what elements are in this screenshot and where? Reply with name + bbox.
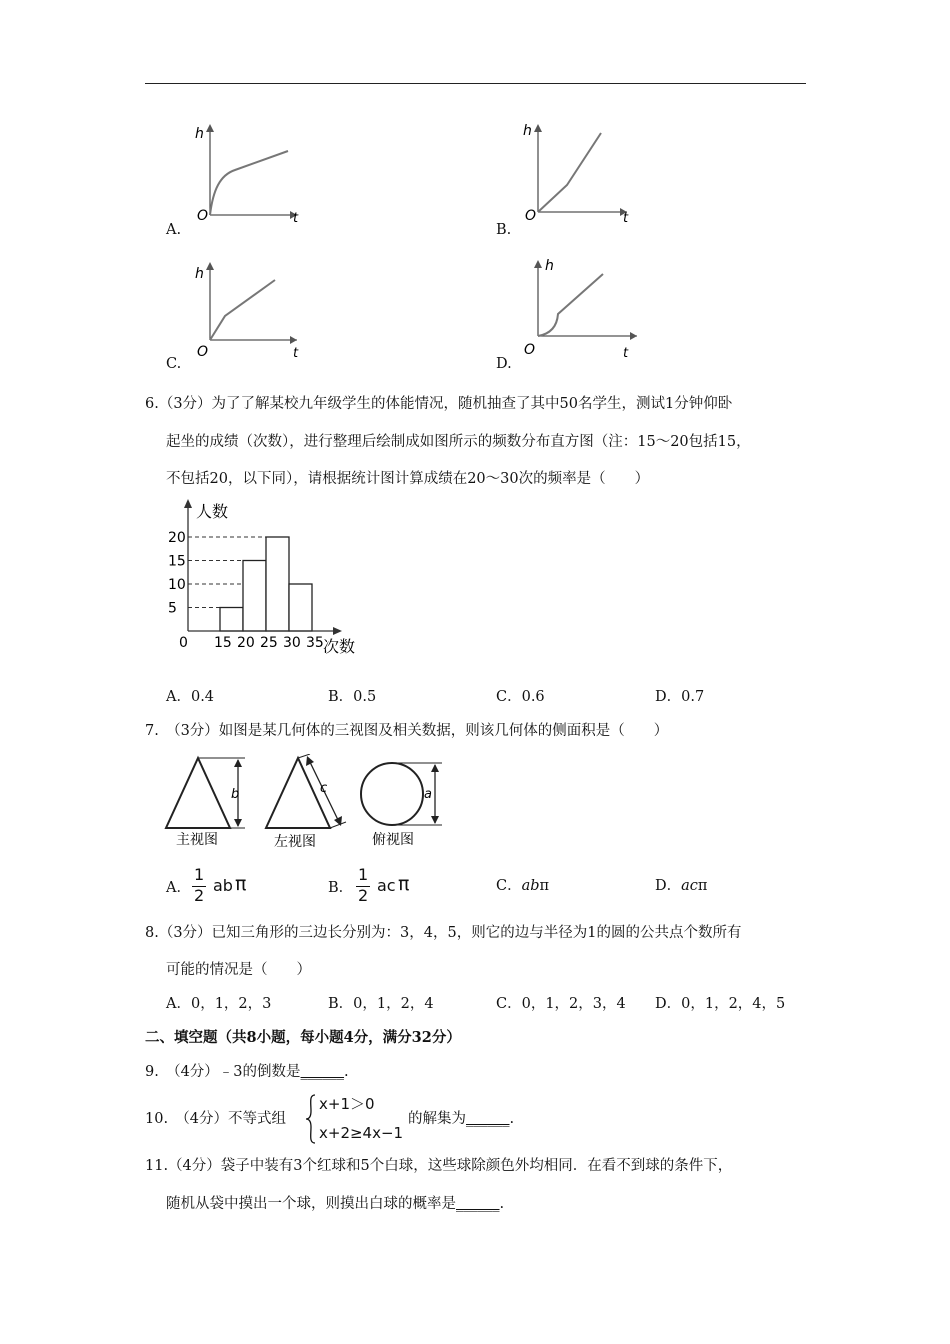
top-view: [361, 763, 442, 848]
y-tick-15: 15: [168, 553, 186, 570]
q6-option-a: A．0.4: [166, 689, 215, 705]
q8-option-c: C．0，1，2，3，4: [496, 996, 626, 1012]
histogram-chart: [160, 495, 370, 665]
q7-option-c: C．abπ: [496, 878, 550, 894]
q10-ineq2: x+2≥4x−1: [319, 1124, 404, 1142]
graph-c-xlabel: t: [293, 346, 299, 361]
graph-b-origin: O: [525, 208, 537, 224]
graph-c-option: C.: [166, 356, 182, 372]
top-view-caption: 俯视图: [372, 832, 414, 848]
bar-25-30: [266, 537, 289, 631]
q6-line3: 不包括20，以下同），请根据统计图计算成绩在20～30次的频率是（ ）: [166, 471, 650, 487]
graph-d-option: D.: [496, 356, 512, 372]
graph-a-ylabel: h: [195, 126, 204, 142]
graph-a: [185, 120, 305, 230]
graph-c-ylabel: h: [195, 266, 204, 282]
graph-d-ylabel: h: [545, 258, 554, 274]
x-axis-title: 次数: [323, 637, 356, 656]
q6-line1: 6.（3分）为了了解某校九年级学生的体能情况，随机抽查了其中50名学生，测试1分钟仰卧: [145, 396, 733, 412]
q6-line2: 起坐的成绩（次数），进行整理后绘制成如图所示的频数分布直方图（注：15～20包括15，: [166, 434, 751, 450]
q8-option-a: A．0，1，2，3: [166, 996, 272, 1012]
x-tick-30: 30: [283, 635, 301, 651]
three-views-figure: [160, 754, 460, 854]
q10-prefix: 10. （4分）不等式组: [145, 1111, 287, 1127]
q9: 9. （4分）﹣3的倒数是______.: [145, 1064, 349, 1080]
left-view: [266, 754, 346, 850]
graph-c-origin: O: [197, 344, 209, 360]
header-rule: [145, 83, 806, 84]
x-tick-15: 15: [214, 635, 232, 651]
bar-30-35: [289, 584, 312, 631]
q6-option-b: B．0.5: [328, 689, 377, 705]
x-tick-35: 35: [306, 635, 324, 651]
graph-d: [515, 252, 645, 364]
label-a: a: [424, 787, 432, 802]
q6-option-d: D．0.7: [655, 689, 705, 705]
q11-line1: 11.（4分）袋子中装有3个红球和5个白球，这些球除颜色外均相同．在看不到球的条件下，: [145, 1158, 733, 1174]
graph-b-ylabel: h: [523, 123, 532, 139]
q10-ineq1: x+1＞0: [319, 1095, 375, 1113]
y-axis-title: 人数: [196, 502, 229, 521]
y-tick-20: 20: [168, 530, 186, 546]
q7-stem: 7. （3分）如图是某几何体的三视图及相关数据，则该几何体的侧面积是（ ）: [145, 723, 669, 739]
front-view: [166, 758, 245, 848]
left-view-caption: 左视图: [274, 834, 316, 850]
x-tick-0: 0: [179, 635, 188, 651]
graph-d-origin: O: [524, 342, 536, 358]
q11-line2: 随机从袋中摸出一个球，则摸出白球的概率是______.: [166, 1196, 505, 1212]
bar-15-20: [220, 608, 243, 632]
q10-suffix: 的解集为______.: [408, 1111, 515, 1127]
x-tick-20: 20: [237, 635, 255, 651]
graph-b-option: B.: [496, 222, 512, 238]
q6-option-c: C．0.6: [496, 689, 545, 705]
bar-20-25: [243, 561, 266, 632]
q8-line2: 可能的情况是（ ）: [166, 962, 311, 978]
q8-option-d: D．0，1，2，4，5: [655, 996, 786, 1012]
graph-d-xlabel: t: [623, 346, 629, 361]
q8-line1: 8.（3分）已知三角形的三边长分别为：3，4，5，则它的边与半径为1的圆的公共点个数所有: [145, 925, 742, 941]
x-tick-25: 25: [260, 635, 278, 651]
y-tick-5: 5: [168, 600, 177, 617]
label-c: c: [320, 781, 328, 796]
graph-c: [185, 258, 305, 368]
q7-option-d: D．acπ: [655, 878, 708, 894]
front-view-caption: 主视图: [176, 832, 218, 848]
graph-a-xlabel: t: [293, 211, 299, 226]
section-heading: 二、填空题（共8小题，每小题4分，满分32分）: [145, 1029, 461, 1046]
graph-a-option: A.: [166, 222, 182, 238]
graph-b-xlabel: t: [623, 211, 629, 226]
y-tick-10: 10: [168, 577, 186, 593]
label-b: b: [231, 787, 240, 802]
q8-option-b: B．0，1，2，4: [328, 996, 434, 1012]
brace-icon: [305, 1093, 317, 1145]
graph-a-origin: O: [197, 208, 209, 224]
graph-b: [515, 120, 635, 230]
